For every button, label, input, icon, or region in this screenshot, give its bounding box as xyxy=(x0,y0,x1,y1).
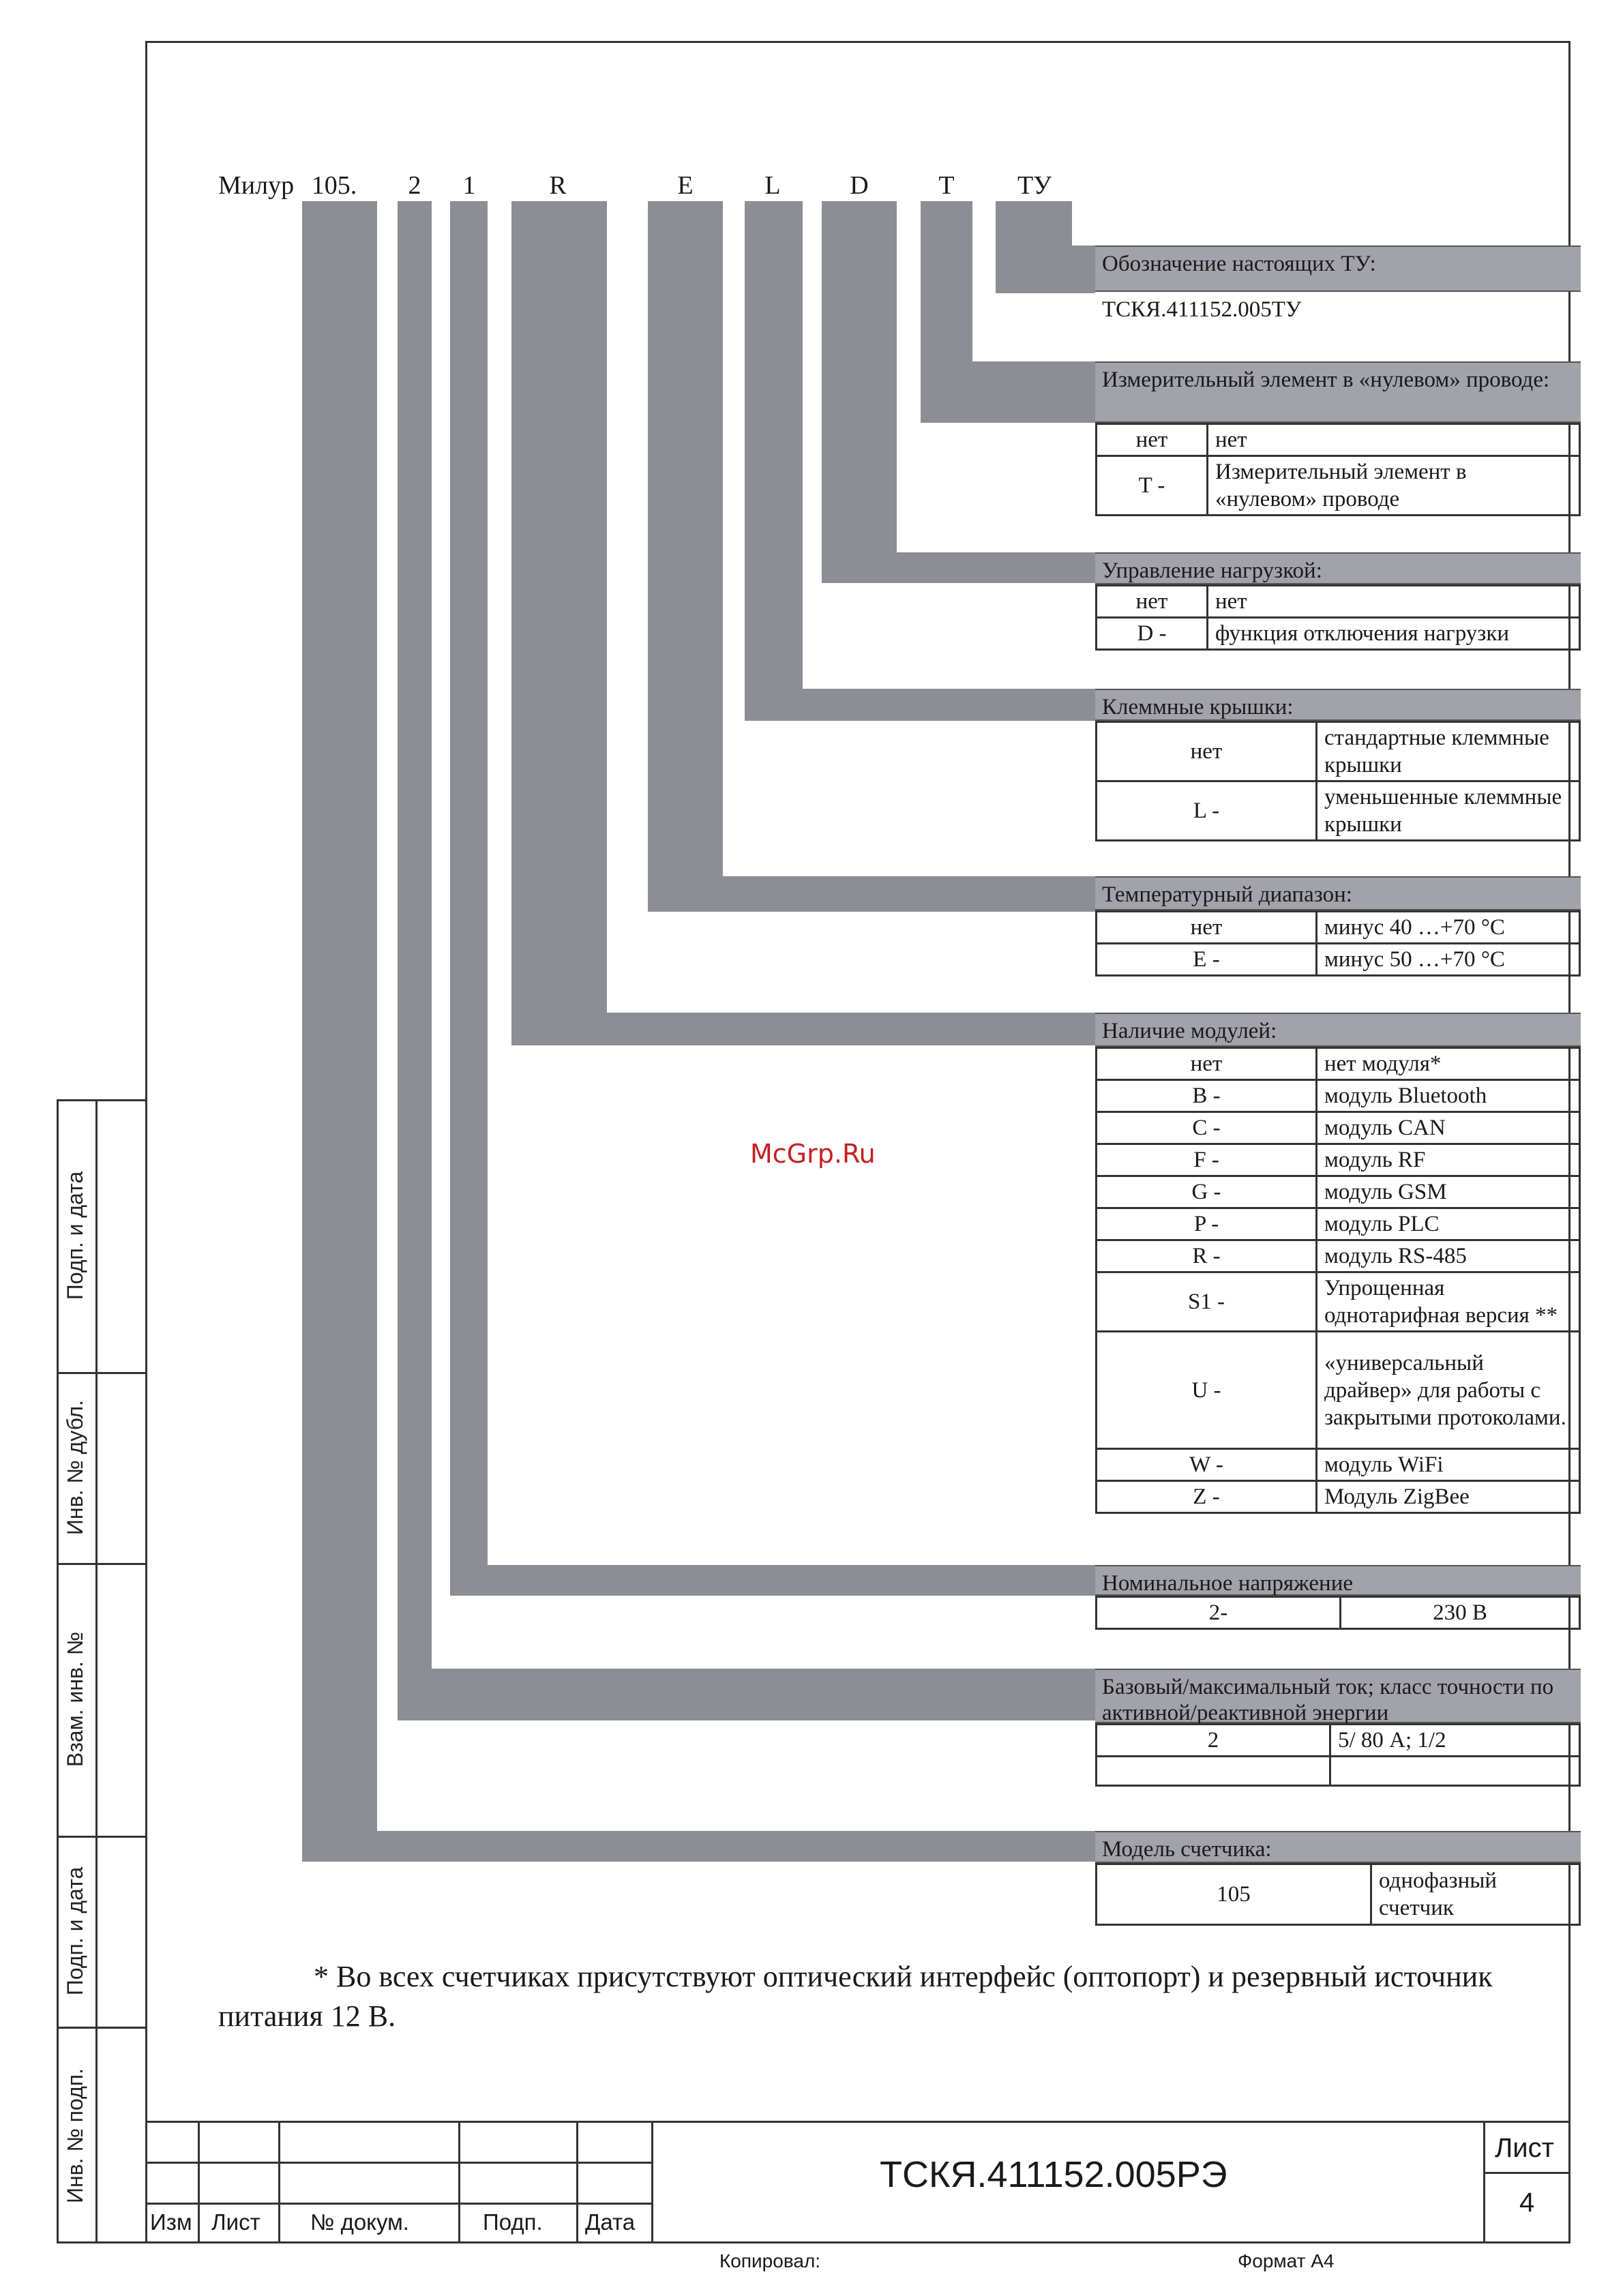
table-row xyxy=(1097,586,1580,618)
section-current-title: Базовый/максимальный ток; класс точности по активной/реактивной энергии xyxy=(1095,1669,1581,1723)
option-desc: Упрощенная однотарифная версия ** xyxy=(1317,1272,1580,1332)
title-block-top xyxy=(145,2121,1570,2123)
connector-tu-h xyxy=(996,245,1095,293)
table-row xyxy=(1097,1048,1580,1080)
side-stamp-sep-2 xyxy=(57,1563,147,1565)
tb-row-1 xyxy=(145,2162,651,2164)
table-row xyxy=(1097,912,1580,944)
tb-col-4 xyxy=(576,2121,578,2243)
code-prefix: Милур xyxy=(218,171,295,200)
connector-temp-v xyxy=(648,201,723,912)
table-row xyxy=(1097,456,1580,516)
side-label-dup-inv: Инв. № дубл. xyxy=(63,1399,87,1536)
option-desc: Модуль ZigBee xyxy=(1317,1481,1580,1513)
option-code: U - xyxy=(1097,1332,1317,1449)
section-covers-title: Клеммные крышки: xyxy=(1095,689,1581,721)
option-desc: модуль WiFi xyxy=(1317,1449,1580,1481)
title-block-sheet-sep xyxy=(1483,2172,1570,2174)
connector-neutral-h xyxy=(921,361,1095,423)
option-code: нет xyxy=(1097,912,1317,944)
code-part-model: 105. xyxy=(311,171,357,200)
option-desc: модуль Bluetooth xyxy=(1317,1080,1580,1112)
table-row xyxy=(1097,424,1580,456)
section-covers-table xyxy=(1095,721,1581,841)
connector-covers-h xyxy=(745,689,1095,721)
tb-col-change: Изм xyxy=(150,2209,192,2235)
table-row xyxy=(1097,1864,1580,1925)
table-row xyxy=(1097,944,1580,976)
option-desc: нет xyxy=(1208,586,1580,618)
option-code: B - xyxy=(1097,1080,1317,1112)
side-label-sign-date-2: Подп. и дата xyxy=(63,1866,87,1996)
option-code: нет xyxy=(1097,722,1317,781)
connector-model-v xyxy=(302,201,377,1862)
section-modules-table xyxy=(1095,1047,1581,1514)
section-model-table xyxy=(1095,1863,1581,1926)
side-label-orig-inv: Инв. № подп. xyxy=(63,2068,87,2203)
sheet-number: 4 xyxy=(1519,2188,1535,2218)
side-label-sign-date-1: Подп. и дата xyxy=(63,1171,87,1300)
option-desc: однофазный счетчик xyxy=(1371,1864,1580,1925)
code-part-modules: R xyxy=(549,171,567,200)
side-label-replace-inv: Взам. инв. № xyxy=(63,1631,87,1768)
option-desc: 5/ 80 А; 1/2 xyxy=(1330,1725,1580,1757)
title-block-divider-main xyxy=(651,2121,653,2243)
code-part-voltage: 1 xyxy=(462,171,476,200)
table-row xyxy=(1097,1176,1580,1208)
connector-model-h xyxy=(302,1831,1095,1862)
table-row xyxy=(1097,1272,1580,1332)
section-voltage-title: Номинальное напряжение xyxy=(1095,1565,1581,1596)
option-desc: нет модуля* xyxy=(1317,1048,1580,1080)
table-row xyxy=(1097,1332,1580,1449)
option-code: W - xyxy=(1097,1449,1317,1481)
section-load-table xyxy=(1095,584,1581,651)
option-code: R - xyxy=(1097,1240,1317,1272)
option-desc: «универсальный драйвер» для работы с закрытыми протоколами. xyxy=(1317,1332,1580,1449)
option-code: G - xyxy=(1097,1176,1317,1208)
tb-col-sheet: Лист xyxy=(211,2209,260,2235)
connector-voltage-v xyxy=(450,201,488,1596)
table-row xyxy=(1097,1481,1580,1513)
format-label: Формат А4 xyxy=(1238,2250,1335,2271)
table-row xyxy=(1097,722,1580,781)
option-code: E - xyxy=(1097,944,1317,976)
option-code: нет xyxy=(1097,424,1208,456)
tb-col-2 xyxy=(278,2121,280,2243)
side-stamp-divider xyxy=(95,1099,98,2243)
section-neutral-table xyxy=(1095,423,1581,516)
option-code: S1 - xyxy=(1097,1272,1317,1332)
connector-current-h xyxy=(398,1669,1095,1720)
table-row xyxy=(1097,1725,1580,1757)
document-number: ТСКЯ.411152.005РЭ xyxy=(880,2154,1227,2195)
option-desc: модуль CAN xyxy=(1317,1112,1580,1144)
table-row xyxy=(1097,1240,1580,1272)
code-part-current: 2 xyxy=(408,171,421,200)
tb-col-sign: Подп. xyxy=(483,2209,543,2235)
section-neutral-title: Измерительный элемент в «нулевом» проводе: xyxy=(1095,361,1581,423)
tb-col-date: Дата xyxy=(585,2209,636,2235)
option-desc: минус 50 …+70 °С xyxy=(1317,944,1580,976)
option-desc xyxy=(1330,1757,1580,1786)
option-code: 105 xyxy=(1097,1864,1371,1925)
option-code: F - xyxy=(1097,1144,1317,1176)
option-code xyxy=(1097,1757,1330,1786)
connector-load-v xyxy=(822,201,897,583)
watermark: McGrp.Ru xyxy=(750,1139,876,1169)
option-code: Z - xyxy=(1097,1481,1317,1513)
option-code: P - xyxy=(1097,1208,1317,1240)
code-part-neutral: T xyxy=(938,171,955,200)
table-row xyxy=(1097,1449,1580,1481)
tu-value: ТСКЯ.411152.005ТУ xyxy=(1102,297,1302,322)
option-desc: модуль GSM xyxy=(1317,1176,1580,1208)
option-desc: минус 40 …+70 °С xyxy=(1317,912,1580,944)
table-row xyxy=(1097,1597,1580,1629)
option-desc: 230 В xyxy=(1341,1597,1580,1629)
connector-modules-h xyxy=(511,1013,1095,1045)
option-desc: модуль RF xyxy=(1317,1144,1580,1176)
table-row xyxy=(1097,781,1580,841)
connector-load-h xyxy=(822,552,1095,583)
connector-current-v xyxy=(398,201,432,1720)
section-load-title: Управление нагрузкой: xyxy=(1095,552,1581,584)
option-code: 2 xyxy=(1097,1725,1330,1757)
table-row xyxy=(1097,1208,1580,1240)
option-code: T - xyxy=(1097,456,1208,516)
copied-label: Копировал: xyxy=(719,2250,821,2271)
section-temp-title: Температурный диапазон: xyxy=(1095,876,1581,910)
option-code: D - xyxy=(1097,618,1208,650)
option-desc: стандартные клеммные крышки xyxy=(1317,722,1580,781)
footnote: * Во всех счетчиках присутствуют оптический интерфейс (оптопорт) и резервный источник питания 12 В. xyxy=(218,1960,1493,2033)
option-desc: модуль RS-485 xyxy=(1317,1240,1580,1272)
code-part-temp: E xyxy=(677,171,694,200)
section-current-table xyxy=(1095,1723,1581,1787)
option-code: 2- xyxy=(1097,1597,1341,1629)
section-tu-title: Обозначение настоящих ТУ: xyxy=(1095,245,1581,292)
section-modules-title: Наличие модулей: xyxy=(1095,1013,1581,1047)
table-row xyxy=(1097,1112,1580,1144)
table-row xyxy=(1097,618,1580,650)
option-desc: уменьшенные клеммные крышки xyxy=(1317,781,1580,841)
sheet-label: Лист xyxy=(1495,2133,1554,2163)
connector-modules-v xyxy=(511,201,607,1045)
tb-col-docnum: № докум. xyxy=(310,2209,409,2235)
table-row xyxy=(1097,1144,1580,1176)
code-part-load: D xyxy=(850,171,869,200)
section-temp-table xyxy=(1095,910,1581,976)
tb-col-1 xyxy=(198,2121,200,2243)
connector-voltage-h xyxy=(450,1565,1095,1596)
table-row xyxy=(1097,1080,1580,1112)
option-code: L - xyxy=(1097,781,1317,841)
tb-col-3 xyxy=(458,2121,460,2243)
tb-row-2 xyxy=(145,2203,651,2205)
option-code: нет xyxy=(1097,586,1208,618)
option-desc: Измерительный элемент в «нулевом» проводе xyxy=(1208,456,1580,516)
option-code: нет xyxy=(1097,1048,1317,1080)
option-desc: нет xyxy=(1208,424,1580,456)
table-row xyxy=(1097,1757,1580,1786)
option-desc: функция отключения нагрузки xyxy=(1208,618,1580,650)
connector-covers-v xyxy=(745,201,803,721)
section-voltage-table xyxy=(1095,1596,1581,1630)
code-part-tu: ТУ xyxy=(1017,171,1052,200)
connector-temp-h xyxy=(648,876,1095,912)
option-code: C - xyxy=(1097,1112,1317,1144)
option-desc: модуль PLC xyxy=(1317,1208,1580,1240)
code-part-covers: L xyxy=(764,171,781,200)
section-tu-table xyxy=(1095,292,1581,325)
title-block-divider-sheet xyxy=(1483,2121,1485,2243)
side-stamp-sep-4 xyxy=(57,2027,147,2029)
section-model-title: Модель счетчика: xyxy=(1095,1831,1581,1863)
